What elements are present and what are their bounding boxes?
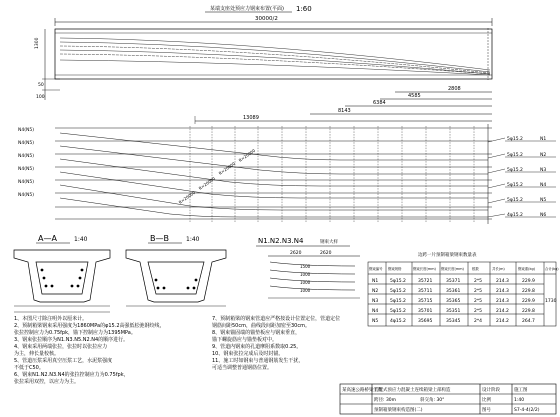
tb-span: 跨径: 30m bbox=[374, 398, 397, 403]
elev-label-2: N4(N5) bbox=[18, 141, 34, 146]
plan-label: 某端支座处预应力钢束布置(平面) bbox=[210, 6, 284, 12]
tendon-code-1: N1 bbox=[540, 137, 547, 142]
note-3: 张拉控制应力为0.75fpk，锚下控制应力为1395MPa。 bbox=[14, 330, 136, 336]
detail-dim-5: 1000 bbox=[300, 280, 311, 285]
cell-0-6: 229.9 bbox=[522, 279, 535, 284]
note-2: 2、预制箱梁钢束采用强度为1860MPa的φ15.2高强低松弛钢绞线， bbox=[14, 323, 165, 329]
cell-2-0: N3 bbox=[372, 299, 379, 304]
cell-0-4: 2*5 bbox=[474, 279, 482, 284]
th-6: 共长(m) bbox=[492, 267, 505, 271]
section-bb-title: B—B bbox=[150, 234, 169, 243]
cell-4-3: 35345 bbox=[446, 319, 461, 324]
tb-drawing-name: 预制箱梁钢束构造图(二) bbox=[374, 408, 423, 413]
th-2: 钢束规格 bbox=[388, 267, 402, 271]
note-14: 锚下螺旋筋应与锚垫板对中。 bbox=[212, 337, 278, 343]
tendon-spec-5: 5φ15.2 bbox=[507, 198, 523, 203]
cell-4-1: 4φ15.2 bbox=[390, 319, 406, 324]
note-12: 钢筋间距50cm，曲线段间距加密至30cm。 bbox=[212, 323, 310, 329]
cell-1-6: 229.8 bbox=[522, 289, 535, 294]
detail-dim-6: 1000 bbox=[300, 288, 311, 293]
tb-desc: 装配式预应力混凝土连续箱梁上部构造 bbox=[374, 388, 451, 393]
dim-2808: 2808 bbox=[448, 86, 461, 92]
table-total: 1730 bbox=[545, 299, 557, 304]
cell-2-6: 229.9 bbox=[522, 299, 535, 304]
section-bb-scale: 1:40 bbox=[186, 236, 200, 243]
tendon-code-5: N5 bbox=[540, 198, 547, 203]
cell-4-0: N5 bbox=[372, 319, 379, 324]
dim-13089: 13089 bbox=[243, 115, 259, 121]
tb-field2-val: 1:40 bbox=[514, 398, 525, 403]
tb-field1: 设计阶段 bbox=[482, 388, 500, 393]
cell-1-3: 35361 bbox=[446, 289, 461, 294]
tendon-spec-2: 5φ15.2 bbox=[507, 153, 523, 158]
cell-1-2: 35711 bbox=[418, 289, 433, 294]
curve-label-4: R=20000 bbox=[177, 189, 197, 205]
cell-3-3: 35351 bbox=[446, 309, 461, 314]
cell-4-5: 214.2 bbox=[496, 319, 509, 324]
note-5: 4、钢束采用两端张拉，张拉时以张拉应力 bbox=[14, 344, 108, 350]
dim-6384: 6384 bbox=[373, 100, 386, 106]
cell-4-6: 264.7 bbox=[522, 319, 535, 324]
title-block bbox=[340, 384, 556, 414]
left-dim-2: 50 bbox=[38, 83, 44, 88]
left-dim-3: 100 bbox=[36, 95, 45, 100]
section-aa bbox=[14, 234, 110, 312]
cell-1-4: 2*5 bbox=[474, 289, 482, 294]
note-18: 可适当调整普通钢筋位置。 bbox=[212, 365, 273, 371]
elev-label-4: N4(N5) bbox=[18, 167, 34, 172]
notes-right bbox=[212, 316, 340, 372]
cell-3-0: N4 bbox=[372, 309, 379, 314]
detail-dim-3: 1500 bbox=[300, 264, 311, 269]
notes-left bbox=[14, 316, 165, 386]
cell-0-5: 214.3 bbox=[496, 279, 509, 284]
detail-dim-2: 2620 bbox=[320, 251, 332, 256]
note-15: 9、管道内钢束的孔道摩阻系数取0.25。 bbox=[212, 344, 302, 350]
note-11: 7、预制箱梁的钢束管道应严格按设计位置定位，管道定位 bbox=[212, 316, 341, 322]
cell-2-1: 5φ15.2 bbox=[390, 299, 406, 304]
detail-sub: 钢束大样 bbox=[320, 240, 338, 245]
plan-view bbox=[34, 5, 492, 124]
tendon-spec-3: 5φ15.2 bbox=[507, 168, 523, 173]
tendon-code-3: N3 bbox=[540, 168, 547, 173]
detail-dim-1: 2620 bbox=[290, 251, 302, 256]
detail-title: N1.N2.N3.N4 bbox=[258, 237, 304, 245]
section-aa-title: A—A bbox=[38, 234, 57, 243]
cell-1-1: 5φ15.2 bbox=[390, 289, 406, 294]
tb-field3: 图号 bbox=[482, 408, 491, 413]
note-4: 3、钢束张拉顺序为N1.N3.N5.N2.N4的顺序进行。 bbox=[14, 337, 129, 343]
note-1: 1、本图尺寸除注明外以厘米计。 bbox=[14, 316, 88, 322]
table-title: 边跨一片预制箱梁钢束数量表 bbox=[418, 253, 477, 258]
cell-2-4: 2*5 bbox=[474, 299, 482, 304]
elev-label-6: N4(N5) bbox=[18, 193, 34, 198]
dim-8143: 8143 bbox=[338, 108, 351, 114]
quantity-table bbox=[368, 251, 559, 326]
tb-project: 某高速公路桥梁工程 bbox=[342, 388, 383, 393]
cell-0-3: 35371 bbox=[446, 279, 461, 284]
dim-4585: 4585 bbox=[408, 93, 421, 99]
cell-2-3: 35365 bbox=[446, 299, 461, 304]
note-17: 11、施工时如钢束与普通钢筋发生干扰， bbox=[212, 358, 304, 364]
cell-1-5: 214.3 bbox=[496, 289, 509, 294]
cell-3-6: 229.8 bbox=[522, 309, 535, 314]
note-9: 6、钢束N1.N2.N3.N4的张拉控制应力为0.75fpk， bbox=[14, 372, 129, 378]
section-aa-scale: 1:40 bbox=[74, 236, 88, 243]
tendon-code-2: N2 bbox=[540, 153, 547, 158]
cell-3-5: 214.2 bbox=[496, 309, 509, 314]
plan-scale: 1:60 bbox=[296, 5, 312, 13]
tb-field1-val: 施工图 bbox=[514, 388, 528, 393]
curve-label-2: R=20000 bbox=[217, 160, 237, 176]
cell-1-0: N2 bbox=[372, 289, 379, 294]
tb-field2: 比例 bbox=[482, 398, 491, 403]
th-3: 钢束长度(mm) bbox=[413, 267, 436, 271]
th-7: 钢束重(kg) bbox=[518, 267, 535, 271]
cell-0-2: 35721 bbox=[418, 279, 433, 284]
note-6: 为主，伸长量校核。 bbox=[14, 351, 60, 357]
note-13: 8、钢束锚固端的锚垫板应与钢束垂直， bbox=[212, 330, 301, 336]
tendon-code-4: N4 bbox=[540, 183, 547, 188]
elev-label-5: N4(N5) bbox=[18, 180, 34, 185]
cell-3-4: 2*5 bbox=[474, 309, 482, 314]
note-7: 5、管道压浆采用真空压浆工艺，水泥浆强度 bbox=[14, 358, 113, 364]
cell-4-2: 35695 bbox=[418, 319, 433, 324]
cell-3-2: 35701 bbox=[418, 309, 433, 314]
th-1: 钢束编号 bbox=[369, 267, 383, 271]
tendon-code-6: N6 bbox=[540, 213, 547, 218]
note-10: 张拉采用双控，以应力为主。 bbox=[14, 379, 80, 385]
note-16: 10、钢束张拉完成后及时封锚。 bbox=[212, 351, 284, 357]
elevation-view bbox=[18, 124, 556, 224]
th-4: 钢束长度(mm) bbox=[441, 267, 464, 271]
cell-2-2: 35715 bbox=[418, 299, 433, 304]
tendon-spec-6: 4φ15.2 bbox=[507, 213, 523, 218]
cell-2-5: 214.3 bbox=[496, 299, 509, 304]
th-8: 合计(kg) bbox=[545, 267, 559, 271]
tb-field3-val: S7-4-4(2/2) bbox=[514, 408, 540, 413]
dim-top: 30000/2 bbox=[255, 16, 278, 22]
th-5: 根数 bbox=[472, 267, 479, 271]
note-8: 不低于C50。 bbox=[14, 365, 44, 371]
elev-label-3: N4(N5) bbox=[18, 154, 34, 159]
detail-dim-4: 1000 bbox=[300, 272, 311, 277]
tb-skew: 斜交角: 30° bbox=[420, 398, 445, 403]
section-bb bbox=[126, 234, 226, 306]
tendon-detail bbox=[256, 237, 360, 298]
curve-label-3: R=20000 bbox=[197, 175, 217, 191]
tendon-spec-4: 5φ15.2 bbox=[507, 183, 523, 188]
cell-3-1: 5φ15.2 bbox=[390, 309, 406, 314]
elev-label-1: N4(N5) bbox=[18, 128, 34, 133]
left-dim-1: 1300 bbox=[35, 37, 40, 49]
curve-label-1: R=20000 bbox=[237, 147, 257, 163]
tendon-spec-1: 5φ15.2 bbox=[507, 137, 523, 142]
cell-0-1: 5φ15.2 bbox=[390, 279, 406, 284]
cell-4-4: 2*4 bbox=[474, 319, 482, 324]
cell-0-0: N1 bbox=[372, 279, 379, 284]
